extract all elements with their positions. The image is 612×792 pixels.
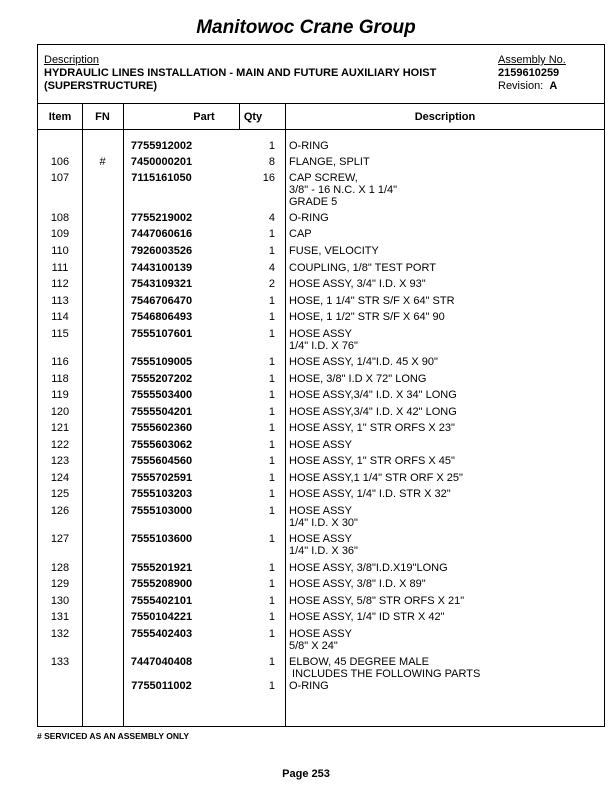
row-description: FUSE, VELOCITY <box>289 245 379 257</box>
row-description: HOSE ASSY, 3/8" I.D. X 89" <box>289 578 426 590</box>
description-line-1: HYDRAULIC LINES INSTALLATION - MAIN AND FUTURE AUXILIARY HOIST <box>44 67 437 79</box>
row-item-number: 118 <box>51 373 69 385</box>
row-quantity: 2 <box>268 278 275 290</box>
row-item-number: 109 <box>50 228 70 240</box>
row-quantity: 1 <box>268 611 275 623</box>
row-quantity: 1 <box>268 439 275 451</box>
row-description: HOSE ASSY 5/8" X 24" <box>289 628 352 652</box>
row-part-number: 7555402101 <box>130 595 193 607</box>
row-item-number: 110 <box>51 245 69 257</box>
description-block <box>44 54 436 93</box>
row-part-number: 7755912002 <box>130 140 193 152</box>
row-description: HOSE ASSY, 1/4" ID STR X 42" <box>289 611 445 623</box>
row-item-number: 113 <box>51 295 69 307</box>
row-description: FLANGE, SPLIT <box>289 156 370 168</box>
row-quantity: 4 <box>268 262 275 274</box>
row-quantity: 1 <box>268 578 275 590</box>
row-quantity: 1 <box>268 245 275 257</box>
row-quantity: 1 <box>268 140 275 152</box>
assembly-number: 2159610259 <box>498 67 560 79</box>
row-part-number: 7447040408 <box>130 656 193 668</box>
row-item-number: 107 <box>50 172 70 184</box>
row-fn: # <box>99 156 106 168</box>
row-item-number: 131 <box>50 611 70 623</box>
row-part-number: 7555603062 <box>130 439 193 451</box>
row-part-number: 7550104221 <box>130 611 193 623</box>
row-quantity: 1 <box>268 422 275 434</box>
row-part-number: 7555103203 <box>130 488 193 500</box>
parts-list-frame <box>37 44 605 727</box>
row-quantity: 1 <box>268 505 275 517</box>
row-item-number: 133 <box>50 656 70 668</box>
row-item-number: 126 <box>50 505 70 517</box>
row-description: HOSE ASSY, 1" STR ORFS X 23" <box>289 422 455 434</box>
row-description: CAP <box>289 228 312 240</box>
row-item-number: 115 <box>51 328 69 340</box>
row-part-number: 7926003526 <box>130 245 193 257</box>
row-part-number: 7450000201 <box>130 156 193 168</box>
footnote: # SERVICED AS AN ASSEMBLY ONLY <box>37 731 190 741</box>
row-part-number: 7555107601 <box>130 328 193 340</box>
row-part-number: 7555208900 <box>130 578 193 590</box>
row-item-number: 124 <box>50 472 70 484</box>
row-quantity: 1 <box>268 406 275 418</box>
row-description: HOSE ASSY, 1" STR ORFS X 45" <box>289 455 455 467</box>
row-quantity: 1 <box>268 455 275 467</box>
row-description: HOSE ASSY, 5/8" STR ORFS X 21" <box>289 595 465 607</box>
row-description: HOSE ASSY 1/4" I.D. X 36" <box>289 533 358 557</box>
row-part-number: 7555402403 <box>130 628 193 640</box>
row-description: COUPLING, 1/8" TEST PORT <box>289 262 436 274</box>
row-quantity: 1 <box>268 680 275 692</box>
row-quantity: 1 <box>268 389 275 401</box>
row-description: HOSE ASSY, 3/8"I.D.X19"LONG <box>289 562 448 574</box>
row-part-number: 7543109321 <box>130 278 193 290</box>
row-quantity: 8 <box>268 156 275 168</box>
row-description: HOSE ASSY,3/4" I.D. X 42" LONG <box>289 406 457 418</box>
description-label: Description <box>44 54 100 66</box>
row-item-number: 112 <box>51 278 69 290</box>
assembly-header <box>38 45 604 104</box>
row-part-number: 7555109005 <box>130 356 193 368</box>
column-header-item: Item <box>48 111 72 123</box>
row-quantity: 1 <box>268 228 275 240</box>
row-description: HOSE ASSY, 1/4"I.D. 45 X 90" <box>289 356 438 368</box>
row-description: HOSE ASSY,3/4" I.D. X 34" LONG <box>289 389 457 401</box>
revision-label: Revision: <box>498 80 544 92</box>
column-header-part: Part <box>193 111 215 123</box>
row-part-number: 7555504201 <box>130 406 193 418</box>
row-item-number: 125 <box>50 488 70 500</box>
row-part-number: 7555207202 <box>130 373 193 385</box>
row-quantity: 1 <box>268 311 275 323</box>
row-quantity: 1 <box>268 656 275 668</box>
row-item-number: 111 <box>51 262 69 274</box>
row-quantity: 1 <box>268 356 275 368</box>
row-item-number: 122 <box>50 439 70 451</box>
column-divider <box>239 104 240 130</box>
row-item-number: 128 <box>50 562 70 574</box>
row-description: O-RING <box>289 680 329 692</box>
column-divider <box>82 104 83 726</box>
row-quantity: 1 <box>268 472 275 484</box>
row-quantity: 1 <box>268 628 275 640</box>
row-description: HOSE, 1 1/4" STR S/F X 64" STR <box>289 295 455 307</box>
row-item-number: 120 <box>50 406 70 418</box>
row-part-number: 7115161050 <box>131 172 192 184</box>
row-item-number: 130 <box>50 595 70 607</box>
row-description: HOSE ASSY,1 1/4" STR ORF X 25" <box>289 472 463 484</box>
row-description: HOSE ASSY 1/4" I.D. X 30" <box>289 505 358 529</box>
row-item-number: 114 <box>51 311 69 323</box>
row-part-number: 7447060616 <box>130 228 193 240</box>
row-part-number: 7555702591 <box>130 472 193 484</box>
row-description: HOSE, 3/8" I.D X 72" LONG <box>289 373 427 385</box>
revision <box>498 80 566 93</box>
page-number: Page 253 <box>282 768 330 780</box>
description-line-2: (SUPERSTRUCTURE) <box>44 80 158 92</box>
row-part-number: 7555602360 <box>130 422 193 434</box>
row-description: ELBOW, 45 DEGREE MALE INCLUDES THE FOLLOWING PARTS <box>289 656 481 680</box>
row-description: HOSE ASSY 1/4" I.D. X 76" <box>289 328 358 352</box>
row-quantity: 1 <box>268 533 275 545</box>
column-header-fn: FN <box>95 111 110 123</box>
row-quantity: 1 <box>268 562 275 574</box>
row-item-number: 132 <box>50 628 70 640</box>
row-description: CAP SCREW, 3/8" - 16 N.C. X 1 1/4" GRADE 5 <box>289 172 398 208</box>
column-divider <box>285 104 286 726</box>
row-quantity: 1 <box>268 295 275 307</box>
row-quantity: 1 <box>268 328 275 340</box>
row-item-number: 127 <box>50 533 70 545</box>
row-quantity: 1 <box>268 488 275 500</box>
row-description: HOSE ASSY, 3/4" I.D. X 93" <box>289 278 426 290</box>
row-part-number: 7546706470 <box>130 295 193 307</box>
row-description: O-RING <box>289 212 329 224</box>
row-part-number: 7555103600 <box>130 533 193 545</box>
row-part-number: 7555103000 <box>130 505 193 517</box>
row-item-number: 116 <box>51 356 69 368</box>
row-part-number: 7443100139 <box>130 262 193 274</box>
row-part-number: 7755219002 <box>130 212 193 224</box>
assembly-block <box>498 54 566 93</box>
column-header-qty: Qty <box>243 111 263 123</box>
row-item-number: 108 <box>50 212 70 224</box>
column-header-description: Description <box>414 111 476 123</box>
row-item-number: 119 <box>51 389 69 401</box>
row-item-number: 123 <box>50 455 70 467</box>
row-part-number: 7546806493 <box>130 311 193 323</box>
row-quantity: 4 <box>268 212 275 224</box>
row-part-number: 7555503400 <box>130 389 193 401</box>
row-item-number: 129 <box>50 578 70 590</box>
row-quantity: 1 <box>268 595 275 607</box>
row-quantity: 16 <box>262 172 275 184</box>
row-part-number: 7755011002 <box>131 680 192 692</box>
row-description: HOSE, 1 1/2" STR S/F X 64" 90 <box>289 311 445 323</box>
row-part-number: 7555201921 <box>130 562 193 574</box>
assembly-label: Assembly No. <box>498 54 566 66</box>
row-part-number: 7555604560 <box>130 455 193 467</box>
revision-value: A <box>549 80 558 92</box>
row-quantity: 1 <box>268 373 275 385</box>
company-title: Manitowoc Crane Group <box>196 17 416 38</box>
row-item-number: 121 <box>50 422 70 434</box>
row-description: HOSE ASSY, 1/4" I.D. STR X 32" <box>289 488 451 500</box>
row-item-number: 106 <box>50 156 70 168</box>
row-description: O-RING <box>289 140 329 152</box>
row-description: HOSE ASSY <box>289 439 352 451</box>
